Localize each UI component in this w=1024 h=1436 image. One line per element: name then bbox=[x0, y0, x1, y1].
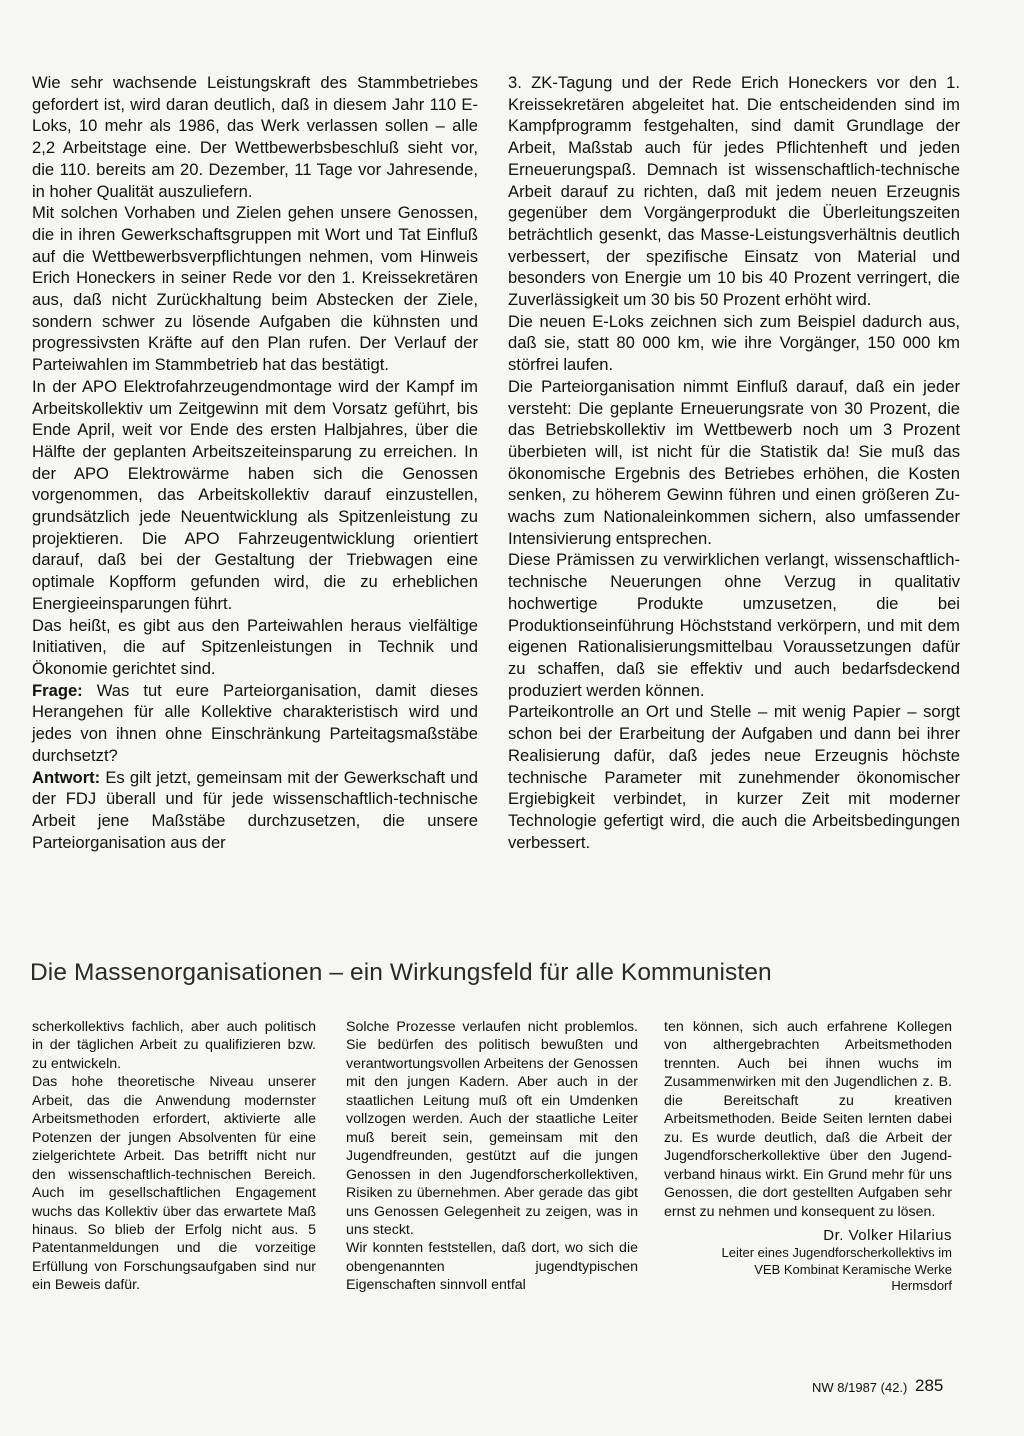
question-text: Was tut eure Parteiorganisation, damit dieses Herangehen für alle Kollektive charakteristisch wird und jedes von ihnen ohne Einschränkung Parteitagsmaßstäbe durchsetzt? bbox=[32, 680, 478, 765]
question-label: Frage: bbox=[32, 680, 83, 700]
section-column-2 bbox=[346, 1018, 638, 1295]
paragraph: ten können, sich auch erfahrene Kollegen von althergebrachten Arbeitsmethoden trennten. Auch bei ihnen wuchs im Zusammenwirken mit den Jugendlichen z. B. die Bereitschaft zu kreativen Arbeitsmethoden. Beide Seiten lernten dabei zu. Es wurde deutlich, daß die Arbeit der Jugendforscherkollektive über den Jugendverband hinaus wirkt. Ein Grund mehr für uns Genossen, die dort gestellten Aufgaben sehr ernst zu nehmen und konsequent zu lösen. bbox=[664, 1019, 952, 1220]
paragraph: Das hohe theoretische Niveau unserer Arbeit, das die Anwendung modernster Arbeitsmethoden erfordert, aktivierte alle Potenzen der jungen Absolventen für eine zielgerichtete Arbeit. Das betrifft nicht nur den wissenschaftlich-technischen Bereich. Auch im gesellschaftlichen Engagement wuchs das Kollektiv über das erwartete Maß hinaus. So blieb der Erfolg nicht aus. 5 Patentanmeldungen und die vorzeitige Erfüllung von Forschungsaufgaben sind nur ein Beweis dafür. bbox=[32, 1074, 316, 1294]
paragraph: Mit solchen Vorhaben und Zielen gehen unsere Genossen, die in ihren Gewerkschaftsgruppen mit Wort und Tat Einfluß auf die Wettbewerbsverpflichtungen nehmen, vom Hinweis Erich Honeckers in seiner Rede vor den 1. Kreissekretären aus, daß nicht Zurückhaltung beim Abstecken der Ziele, sondern schwer zu lösende Aufgaben die kühnsten und progressivsten Kräfte auf den Plan rufen. Der Verlauf der Parteiwahlen im Stammbetrieb hat das bestätigt. bbox=[32, 203, 478, 375]
section-heading: Die Massenorganisationen – ein Wirkungsfeld für alle Kommunisten bbox=[30, 959, 772, 986]
paragraph: Wir konnten feststellen, daß dort, wo sich die obengenannten jugendtypischen Eigenschaften sinnvoll entfal bbox=[346, 1240, 638, 1294]
paragraph: Parteikontrolle an Ort und Stelle – mit wenig Papier – sorgt schon bei der Erarbeitung der Aufgaben und dann bei ihrer Realisierung dafür, daß jedes neue Erzeugnis höchste technische Parameter mit zunehmender ökonomischer Ergiebigkeit verbindet, in kurzer Zeit mit moderner Technologie gefertigt wird, die auch die Arbeitsbedingungen verbessert. bbox=[508, 702, 960, 852]
paragraph: Wie sehr wachsende Leistungskraft des Stammbetriebes gefordert ist, wird daran deutlich, daß in diesem Jahr 110 E-Loks, 10 mehr als 1986, das Werk verlassen sollen – alle 2,2 Arbeitstage eine. Der Wettbewerbsbeschluß sieht vor, die 110. bereits am 20. Dezember, 11 Tage vor Jahresende, in hoher Qualität auszuliefern. bbox=[32, 73, 478, 201]
question-paragraph bbox=[32, 680, 478, 767]
paragraph: Die Parteiorganisation nimmt Einfluß darauf, daß ein jeder versteht: Die geplante Erneuerungsrate von 30 Prozent, die das Betriebskollektiv im Wettbewerb noch um 3 Prozent überbieten will, ist nicht für die Statistik da! Sie muß das ökonomische Ergebnis des Betriebes erhöhen, die Kosten senken, zu höherem Gewinn führen und einen größeren Zuwachs zum Nationaleinkommen sichern, also umfassender Intensivierung entsprechen. bbox=[508, 376, 960, 548]
section-column-3 bbox=[664, 1018, 952, 1295]
issue-reference: NW 8/1987 (42.) bbox=[812, 1380, 908, 1395]
signature-role: Leiter eines Jugendforscherkollektivs im bbox=[721, 1245, 952, 1261]
answer-label: Antwort: bbox=[32, 767, 101, 787]
paragraph: scherkollektivs fachlich, aber auch politisch in der täglichen Arbeit zu qualifizieren bzw. zu entwickeln. bbox=[32, 1019, 316, 1072]
article-column-right bbox=[508, 72, 960, 853]
paragraph: Die neuen E-Loks zeichnen sich zum Beispiel dadurch aus, daß sie, statt 80 000 km, wie ihre Vorgänger, 150 000 km störfrei laufen. bbox=[508, 311, 960, 375]
page-number: 285 bbox=[915, 1376, 944, 1395]
article-column-left bbox=[32, 72, 478, 853]
signature-role: VEB Kombinat Keramische Werke bbox=[754, 1261, 952, 1277]
paragraph: In der APO Elektrofahrzeugendmontage wird der Kampf im Arbeitskollektiv um Zeitgewinn mit dem Vorsatz geführt, bis Ende April, weit vor Ende des ersten Halbjahres, über die Hälfte der geplanten Arbeitszeiteinsparung zu erreichen. In der APO Elektrowärme haben sich die Genossen vorgenommen, das Arbeitskollektiv darauf einzustellen, grundsätzlich jede Neuentwicklung als Spitzenleistung zu projektieren. Die APO Fahrzeugentwicklung orientiert darauf, daß bei der Gestaltung der Triebwagen eine optimale Kopfform gefunden wird, die zu erheblichen Energieeinsparungen führt. bbox=[32, 376, 478, 613]
signature-name: Dr. Volker Hilarius bbox=[823, 1226, 952, 1244]
paragraph: Das heißt, es gibt aus den Parteiwahlen heraus vielfältige Initiativen, die auf Spitzenleistungen in Technik und Ökonomie gerichtet sind. bbox=[32, 615, 478, 678]
paragraph: 3. ZK-Tagung und der Rede Erich Honeckers vor den 1. Kreissekretären abgeleitet hat. Die entscheidenden sind im Kampfprogramm festgehalten, sind damit Grundlage der Arbeit, Maßstab auch für jedes Pflichtenheft und jeden Erneuerungspaß. Demnach ist wissenschaftlich-technische Arbeit darauf zu richten, daß mit jedem neuen Erzeugnis gegenüber dem Vorgängerprodukt die Überleitungszeiten beträchtlich gesenkt, das Masse-Leistungsverhältnis deutlich verbessert, der spezifische Einsatz von Material und besonders von Energie um 10 bis 40 Prozent verringert, die Zuverlässigkeit um 30 bis 50 Prozent erhöht wird. bbox=[508, 73, 960, 310]
answer-paragraph bbox=[32, 767, 478, 854]
paragraph: Diese Prämissen zu verwirklichen verlangt, wissenschaftlich-technische Neuerungen ohne Verzug in qualitativ hochwertige Produkte umzusetzen, die bei Produktionseinführung Höchststand verkörpern, und mit dem eigenen Rationalisierungsmittelbau Voraussetzungen dafür zu schaffen, daß sie effektiv und auch bedarfsdeckend produziert werden können. bbox=[508, 550, 960, 700]
section-column-1 bbox=[32, 1018, 316, 1295]
paragraph: Solche Prozesse verlaufen nicht problemlos. Sie bedürfen des politisch bewußten und verantwortungsvollen Arbeitens der Genossen mit den jungen Kadern. Aber auch in der staatlichen Leitung muß oft ein Umdenken vollzogen werden. Auch der staatliche Leiter muß bereit sein, gemeinsam mit den Jugendfreunden, gestützt auf die jungen Genossen in den Jugendforscherkollektiven, Risiken zu übernehmen. Aber gerade das gibt uns Genossen Gelegenheit zu zeigen, was in uns steckt. bbox=[346, 1019, 638, 1238]
signature-role: Hermsdorf bbox=[891, 1278, 952, 1294]
answer-text: Es gilt jetzt, gemeinsam mit der Gewerkschaft und der FDJ überall und für jede wissenschaftlich-technische Arbeit jene Maßstäbe durchzusetzen, die unsere Parteiorganisation aus der bbox=[32, 767, 478, 852]
